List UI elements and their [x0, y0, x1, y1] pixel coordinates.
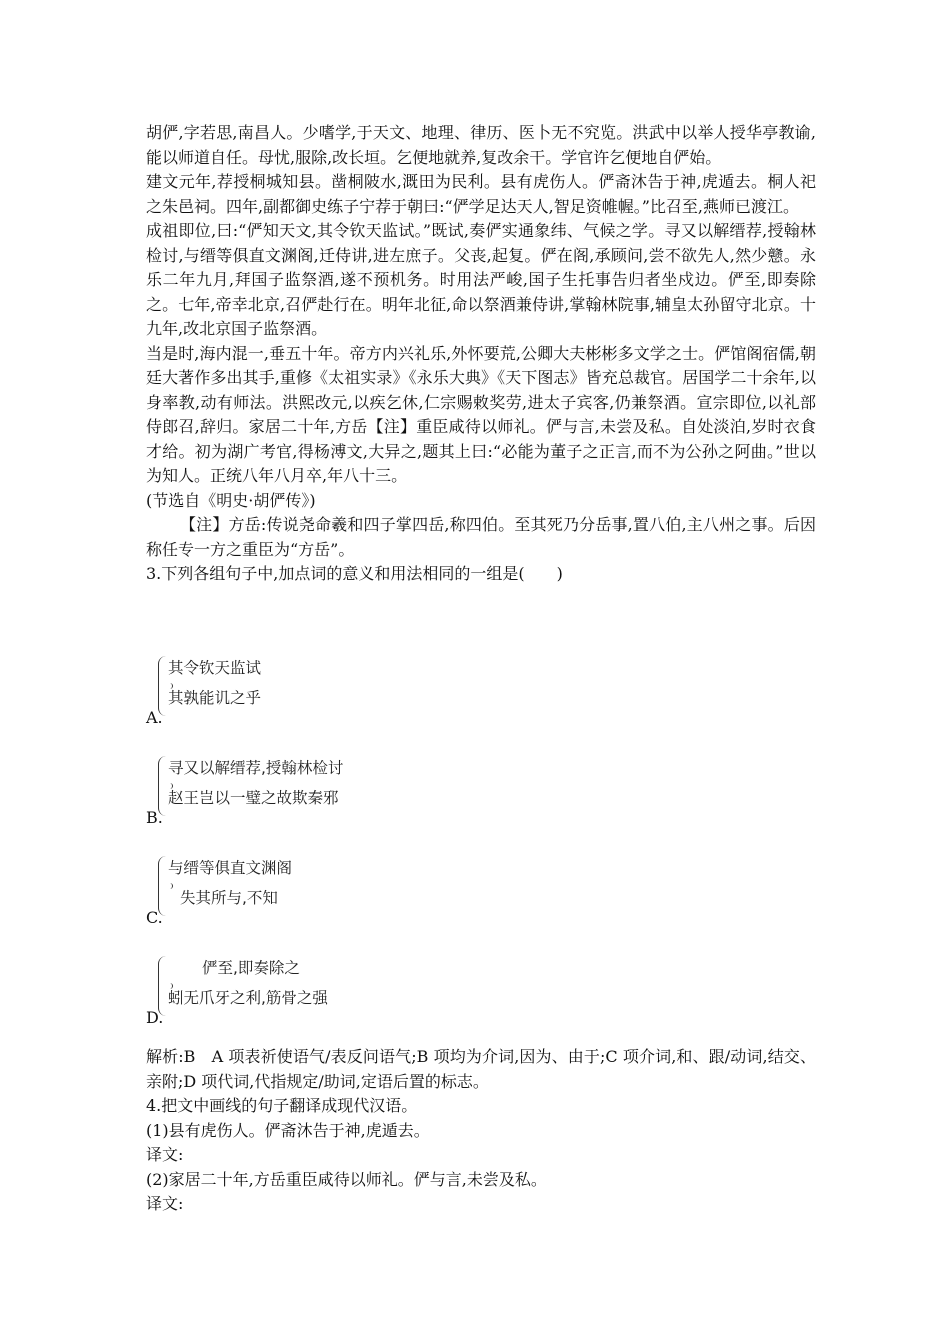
option-a-line-2: 其孰能讥之乎	[168, 689, 262, 707]
passage-paragraph-1: 胡俨,字若思,南昌人。少嗜学,于天文、地理、律历、医卜无不究览。洪武中以举人授华亭教谕,能以师道自任。母忧,服除,改长垣。乞便地就养,复改余干。学官许乞便地自俨始。	[146, 123, 816, 167]
option-a-line-1: 其令钦天监试	[168, 659, 262, 677]
option-a-letter: A.	[146, 708, 163, 727]
passage-note: 【注】方岳:传说尧命羲和四子掌四岳,称四伯。至其死乃分岳事,置八伯,主八州之事。后因称任专一方之重臣为“方岳”。	[146, 515, 816, 559]
option-b-line-1: 寻又以解缙荐,授翰林检讨	[168, 759, 344, 777]
option-a	[146, 656, 446, 728]
option-d-letter: D.	[146, 1008, 164, 1027]
option-c	[146, 856, 446, 928]
passage-source: (节选自《明史·胡俨传》)	[146, 490, 316, 510]
passage-paragraph-3: 成祖即位,曰:“俨知天文,其令钦天监试。”既试,奏俨实通象纬、气候之学。寻又以解缙荐,授翰林检讨,与缙等俱直文渊阁,迁侍讲,进左庶子。父丧,起复。俨在阁,承顾问,尝不欲先人,然少戆。永乐二年九月,拜国子监祭酒,遂不预机务。时用法严峻,国子生托事告归者坐戍边。俨至,即奏除之。七年,帝幸北京,召俨赴行在。明年北征,命以祭酒兼侍讲,掌翰林院事,辅皇太孙留守北京。十九年,改北京国子监祭酒。	[146, 221, 816, 338]
passage-paragraph-2: 建文元年,荐授桐城知县。凿桐陂水,溉田为民利。县有虎伤人。俨斋沐告于神,虎遁去。桐人祀之朱邑祠。四年,副都御史练子宁荐于朝曰:“俨学足达天人,智足资帷幄。”比召至,燕师已渡江。	[146, 172, 816, 216]
passage	[146, 121, 816, 587]
option-d	[146, 956, 446, 1028]
question-4-sentence-1: (1)县有虎伤人。俨斋沐告于神,虎遁去。	[146, 1120, 430, 1140]
passage-paragraph-4: 当是时,海内混一,垂五十年。帝方内兴礼乐,外怀要荒,公卿大夫彬彬多文学之士。俨馆阁宿儒,朝廷大著作多出其手,重修《太祖实录》《永乐大典》《天下图志》皆充总裁官。居国学二十余年,以身率教,动有师法。洪熙改元,以疾乞休,仁宗赐敕奖劳,进太子宾客,仍兼祭酒。宣宗即位,以礼部侍郎召,辞归。家居二十年,方岳【注】重臣咸待以师礼。俨与言,未尝及私。自处淡泊,岁时衣食才给。初为湖广考官,得杨溥文,大异之,题其上曰:“必能为董子之正言,而不为公孙之阿曲。”世以为知人。正统八年八月卒,年八十三。	[146, 343, 816, 485]
answer-section	[146, 1045, 816, 1217]
option-d-line-1: 俨至,即奏除之	[202, 959, 300, 977]
option-c-letter: C.	[146, 908, 163, 927]
question-3-stem: 3.下列各组句子中,加点词的意义和用法相同的一组是( )	[146, 564, 563, 583]
option-b-letter: B.	[146, 808, 163, 827]
translation-label-2: 译文:	[146, 1194, 184, 1213]
option-b-line-2: 赵王岂以一璧之故欺秦邪	[168, 789, 339, 807]
option-d-line-2: 蚓无爪牙之利,筋骨之强	[168, 989, 328, 1007]
translation-label-1: 译文:	[146, 1145, 184, 1164]
question-4-stem: 4.把文中画线的句子翻译成现代汉语。	[146, 1096, 418, 1115]
option-b	[146, 756, 446, 828]
option-c-line-1: 与缙等俱直文渊阁	[168, 859, 293, 877]
question-3-analysis: 解析:B A 项表祈使语气/表反问语气;B 项均为介词,因为、由于;C 项介词,和、跟/动词,结交、亲附;D 项代词,代指规定/助词,定语后置的标志。	[146, 1047, 816, 1091]
question-4-sentence-2: (2)家居二十年,方岳重臣咸待以师礼。俨与言,未尝及私。	[146, 1169, 547, 1189]
option-c-line-2: 失其所与,不知	[180, 889, 278, 907]
